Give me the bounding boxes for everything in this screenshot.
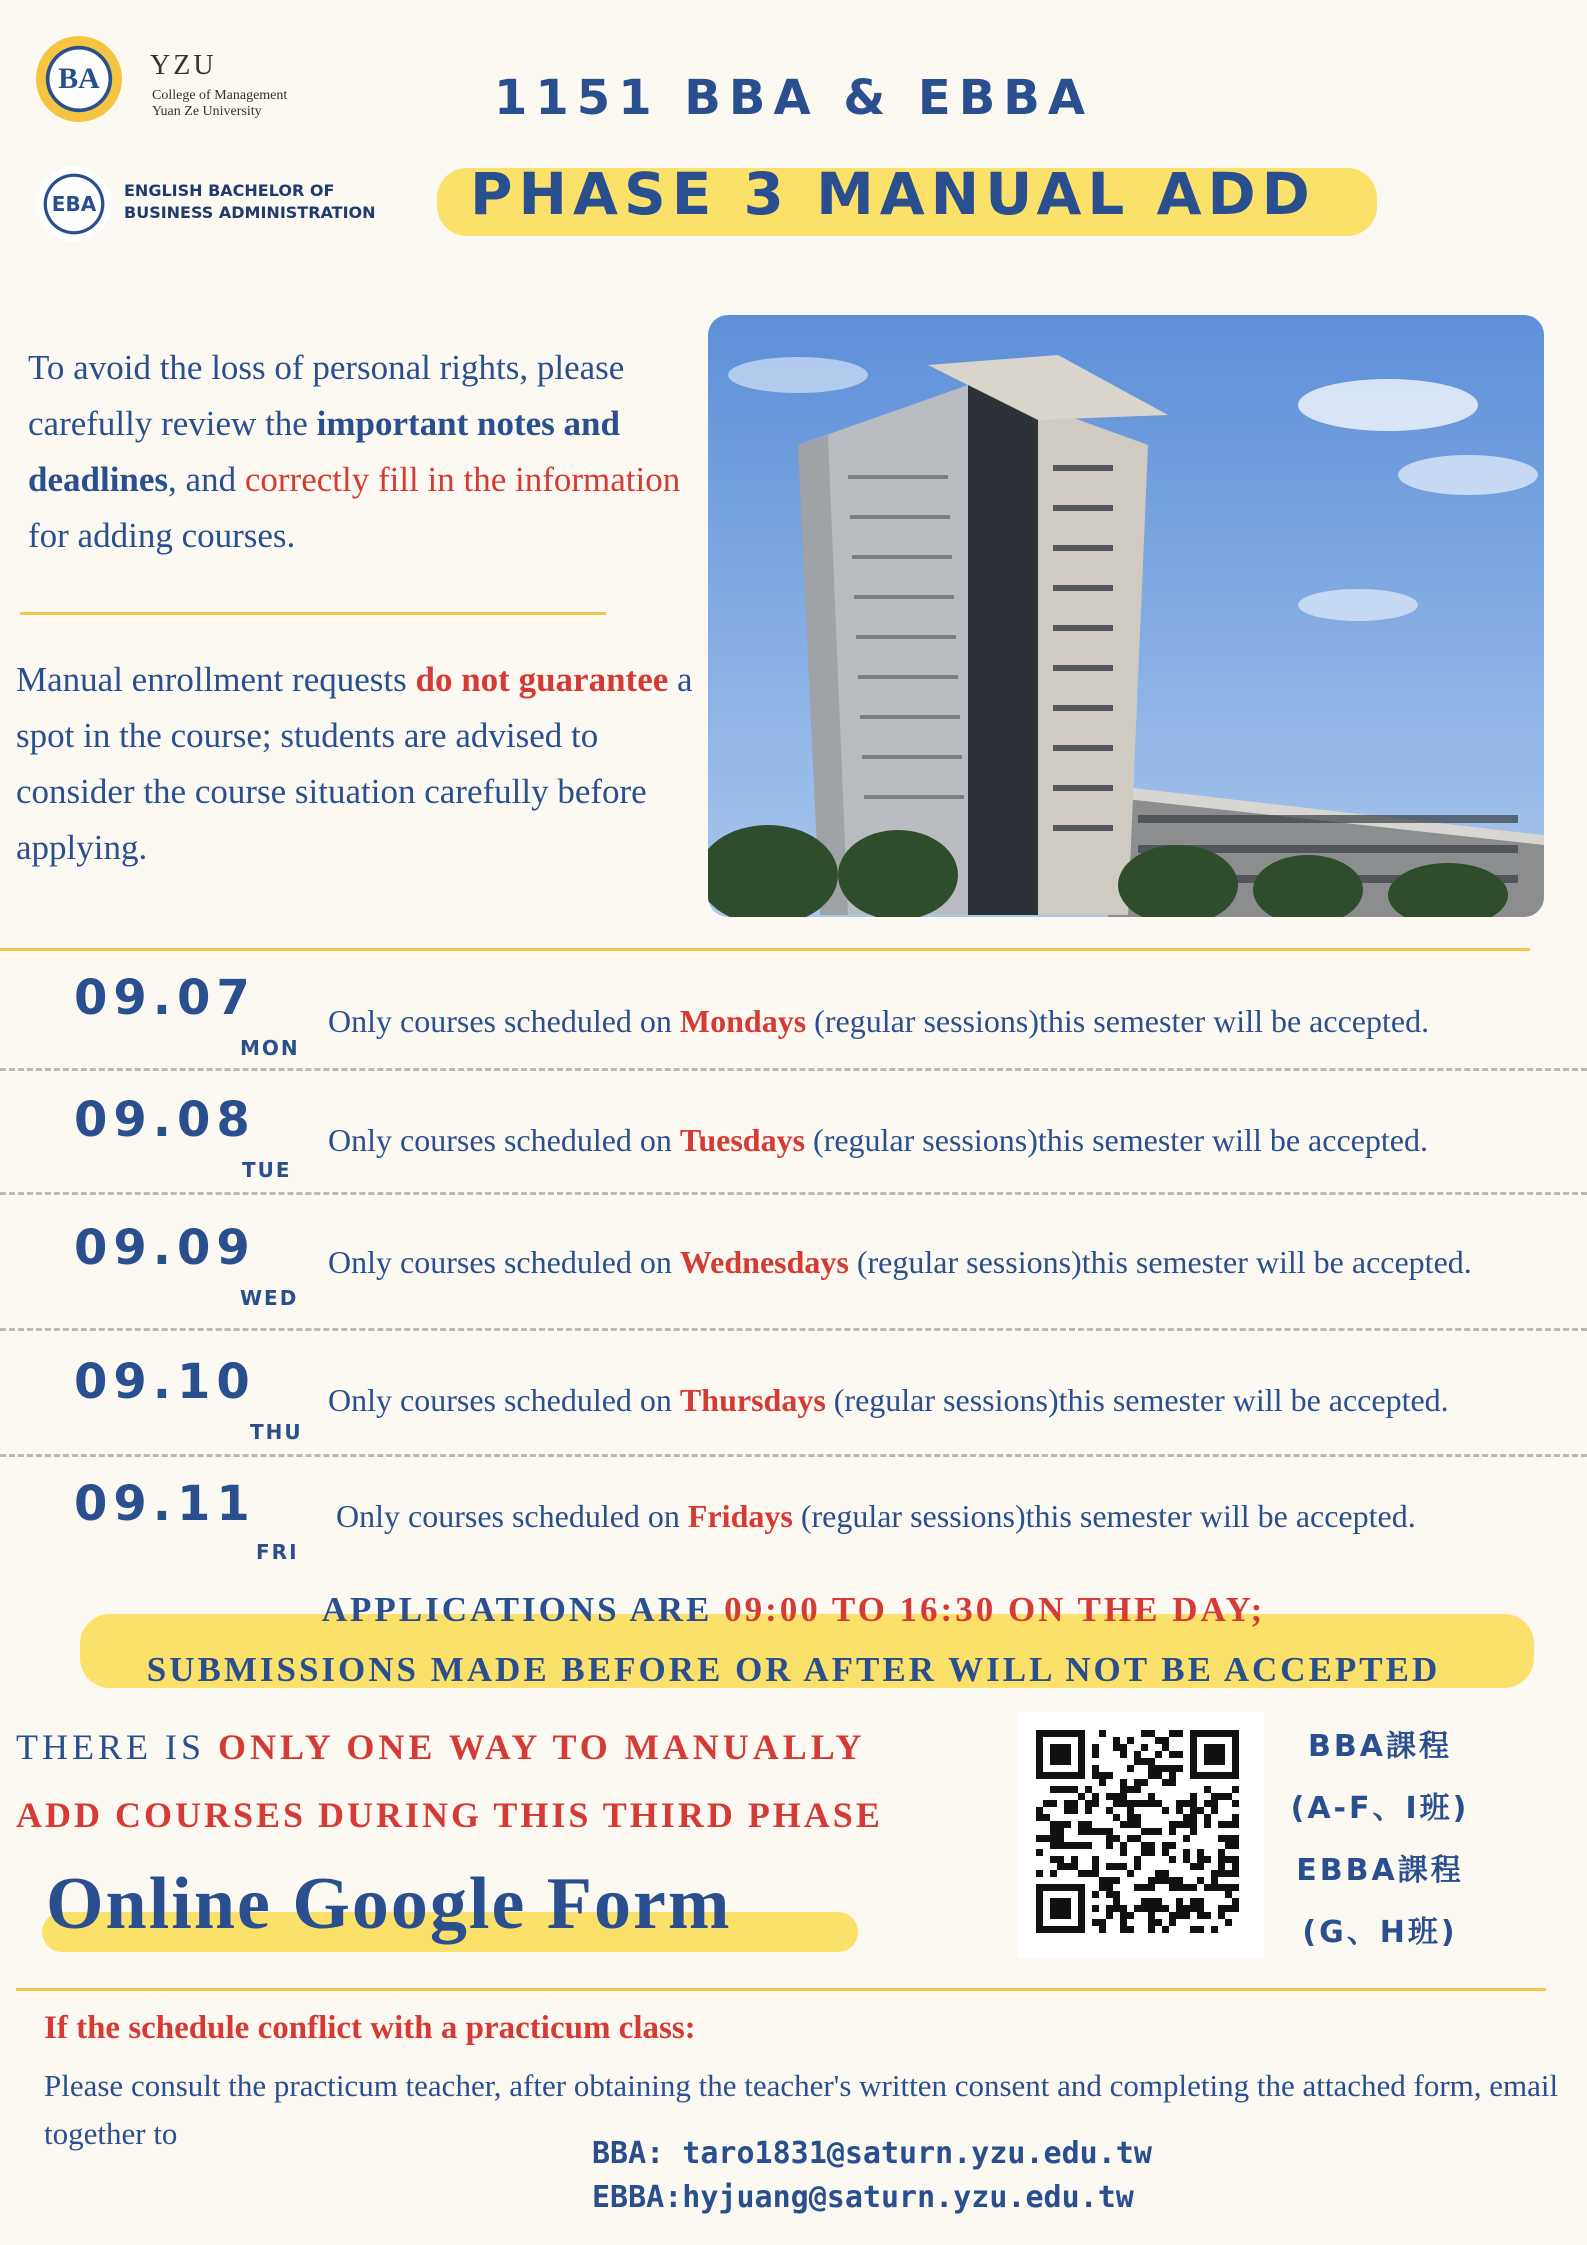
google-form-qr-code[interactable] xyxy=(1018,1712,1264,1958)
section-divider xyxy=(0,948,1530,951)
schedule-weekday: FRI xyxy=(256,1540,299,1564)
practicum-divider xyxy=(16,1988,1546,1991)
row-divider xyxy=(0,1328,1587,1331)
schedule-description: Only courses scheduled on Mondays (regular sessions)this semester will be accepted. xyxy=(328,1003,1430,1039)
only-one-way-line-1: THERE IS ONLY ONE WAY TO MANUALLY xyxy=(16,1727,866,1767)
title-line-2: PHASE 3 MANUAL ADD xyxy=(470,160,1316,228)
application-hours-line-1: APPLICATIONS ARE 09:00 TO 16:30 ON THE DAY; xyxy=(321,1590,1266,1629)
yzu-name: YZU xyxy=(150,50,217,81)
row-divider xyxy=(0,1192,1587,1195)
qr-course-groups: BBA課程 (A-F、I班) EBBA課程 (G、H班) xyxy=(1290,1729,1470,1950)
schedule-description: Only courses scheduled on Tuesdays (regular sessions)this semester will be accepted. xyxy=(328,1122,1428,1158)
intro-divider xyxy=(20,612,606,615)
ebba-program-name: ENGLISH BACHELOR OF BUSINESS ADMINISTRATION xyxy=(124,181,376,222)
schedule-weekday: THU xyxy=(250,1420,303,1444)
qr-code-icon xyxy=(1018,1712,1264,1958)
practicum-heading: If the schedule conflict with a practicum class: xyxy=(44,2010,696,2046)
schedule-date: 09.08 xyxy=(74,1092,256,1148)
schedule-description: Only courses scheduled on Wednesdays (regular sessions)this semester will be accepted. xyxy=(328,1244,1472,1280)
row-divider xyxy=(0,1454,1587,1457)
schedule-description: Only courses scheduled on Fridays (regular sessions)this semester will be accepted. xyxy=(336,1498,1416,1534)
online-google-form-label: Online Google Form xyxy=(46,1863,732,1945)
schedule-date: 09.09 xyxy=(74,1220,256,1276)
schedule-date: 09.10 xyxy=(74,1354,256,1410)
campus-building-photo xyxy=(708,315,1544,917)
yzu-logo: BA xyxy=(36,36,122,122)
only-one-way-line-2: ADD COURSES DURING THIS THIRD PHASE xyxy=(16,1795,883,1835)
title-line-1: 1151 BBA & EBBA xyxy=(494,70,1094,126)
schedule-weekday: MON xyxy=(240,1036,300,1060)
application-hours-line-2: SUBMISSIONS MADE BEFORE OR AFTER WILL NOT BE ACCEPTED xyxy=(146,1650,1441,1689)
manual-enrollment-paragraph: Manual enrollment requests do not guarantee a spot in the course; students are advised to consider the course situation carefully before applying. xyxy=(16,660,693,867)
bba-email[interactable]: BBA: taro1831@saturn.yzu.edu.tw xyxy=(592,2136,1152,2171)
ebba-email[interactable]: EBBA:hyjuang@saturn.yzu.edu.tw xyxy=(592,2180,1134,2215)
schedule-description: Only courses scheduled on Thursdays (regular sessions)this semester will be accepted. xyxy=(328,1382,1449,1418)
yzu-college-text: College of Management Yuan Ze University xyxy=(152,88,288,119)
ebba-logo: EBA xyxy=(36,166,112,242)
row-divider xyxy=(0,1068,1587,1071)
schedule-date: 09.11 xyxy=(74,1476,256,1532)
schedule-weekday: WED xyxy=(240,1286,299,1310)
schedule-weekday: TUE xyxy=(242,1158,292,1182)
schedule-date: 09.07 xyxy=(74,970,256,1026)
intro-paragraph: To avoid the loss of personal rights, please carefully review the important notes and deadlines, and correctly fill in the information for adding courses. xyxy=(28,348,681,555)
practicum-body: Please consult the practicum teacher, after obtaining the teacher's written consent and completing the attached form, email together to xyxy=(44,2068,1559,2151)
